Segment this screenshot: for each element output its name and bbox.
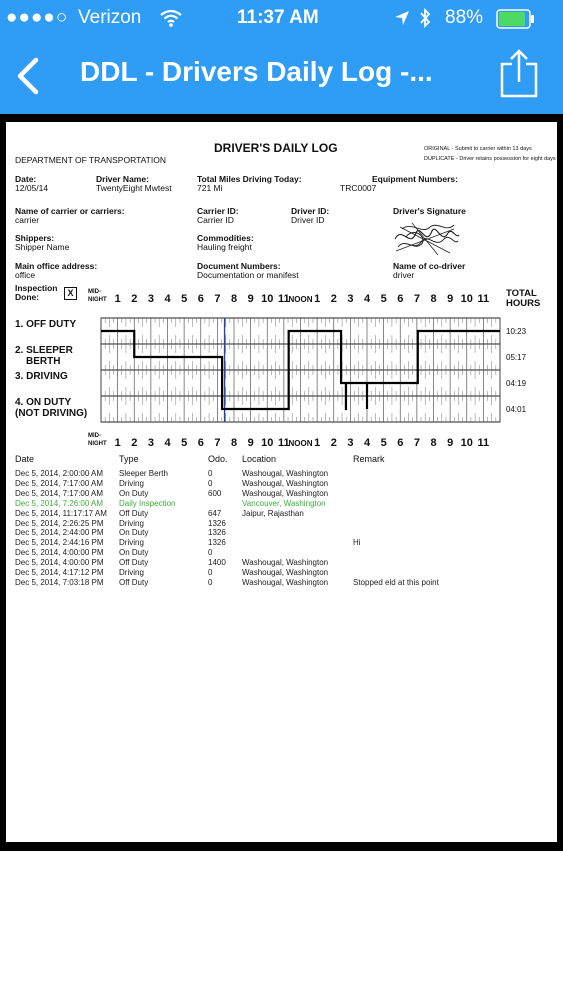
event-cell-type: Driving [119, 568, 144, 577]
carrier-id-label: Carrier ID: [197, 206, 239, 216]
commodities-value: Hauling freight [197, 242, 252, 252]
event-cell-date: Dec 5, 2014, 2:26:25 PM [15, 518, 104, 528]
driver-id-value: Driver ID [291, 215, 325, 225]
top-hour-label: 8 [230, 293, 238, 305]
event-cell-type: Off Duty [119, 577, 149, 587]
event-cell-type: Driving [119, 538, 144, 548]
event-cell-remark: Hi [353, 538, 361, 548]
top-hour-label: 1 [314, 293, 321, 305]
bottom-hour-label: 4 [164, 437, 171, 449]
event-cell-type: On Duty [119, 528, 149, 538]
event-cell-type: Sleeper Berth [119, 469, 168, 478]
events-header-odo: Odo. [208, 454, 228, 464]
event-cell-odo: 1326 [208, 538, 226, 548]
battery-icon [496, 9, 536, 29]
bottom-hour-label: 5 [380, 437, 387, 449]
top-hour-label: 10 [460, 293, 473, 305]
event-cell-odo: 1326 [208, 518, 226, 528]
bottom-hour-label: 8 [430, 437, 437, 449]
event-cell-location: Jaipur, Rajasthan [242, 508, 304, 518]
duty-status-graph [6, 122, 557, 452]
top-hour-label: 9 [247, 293, 254, 305]
event-cell-location: Vancouver, Washington [242, 498, 326, 508]
bottom-midnight-label: MID- [88, 433, 101, 439]
bottom-hour-label: 9 [247, 437, 254, 449]
top-hour-label: 6 [397, 293, 404, 305]
event-cell-date: Dec 5, 2014, 2:44:16 PM [15, 538, 104, 548]
event-cell-odo: 647 [208, 508, 222, 518]
top-hour-label: 4 [164, 293, 171, 305]
log-title: DRIVER'S DAILY LOG [214, 141, 338, 155]
graph-row-label: 3. DRIVING [15, 371, 68, 382]
carrier-id-value: Carrier ID [197, 215, 234, 225]
inspection-done-label: Done: [15, 292, 40, 302]
top-midnight-label-2: NIGHT [88, 297, 107, 303]
driver-name-value: TwentyEight Mwtest [96, 183, 172, 193]
office-value: office [15, 270, 36, 280]
events-header-remark: Remark [353, 454, 385, 464]
page-title: DDL - Drivers Daily Log -... [80, 56, 433, 87]
event-cell-odo: 0 [208, 577, 213, 587]
carrier-name: Verizon [78, 7, 142, 28]
top-hour-label: 1 [114, 293, 121, 305]
bottom-hour-label: 5 [181, 437, 188, 449]
event-cell-remark: Stopped eld at this point [353, 577, 439, 587]
bottom-hour-label: 10 [261, 437, 274, 449]
duplicate-note: DUPLICATE - Driver retains possession for eight days [424, 156, 556, 162]
top-hour-label: 11 [278, 293, 290, 305]
event-cell-date: Dec 5, 2014, 2:44:00 PM [15, 528, 104, 538]
events-header-date: Date [15, 454, 35, 464]
equipment-value: TRC0007 [340, 183, 377, 193]
event-cell-date: Dec 5, 2014, 7:26:00 AM [15, 498, 104, 508]
event-cell-location: Washougal, Washington [242, 488, 329, 498]
event-cell-date: Dec 5, 2014, 4:00:00 PM [15, 558, 104, 568]
event-cell-date: Dec 5, 2014, 11:17:17 AM [15, 508, 107, 518]
events-header-location: Location [242, 454, 277, 464]
shippers-label: Shippers: [15, 233, 55, 243]
bottom-hour-label: 11 [278, 437, 290, 449]
status-bar [0, 0, 563, 38]
document-frame [0, 114, 563, 851]
codriver-label: Name of co-driver [393, 261, 466, 271]
top-hour-label: 3 [347, 293, 354, 305]
miles-label: Total Miles Driving Today: [197, 174, 302, 184]
shippers-value: Shipper Name [15, 242, 70, 252]
top-hour-label: 7 [413, 293, 420, 305]
carrier-label: Name of carrier or carriers: [15, 206, 125, 216]
event-cell-type: Driving [119, 518, 144, 528]
signal-dots-icon: ●●●●○ [6, 7, 69, 28]
inspection-checkbox[interactable]: X [64, 287, 77, 300]
event-cell-date: Dec 5, 2014, 7:03:18 PM [15, 577, 104, 587]
bottom-hour-label: 11 [477, 437, 490, 449]
docs-label: Document Numbers: [197, 261, 281, 271]
top-hour-label: 3 [147, 293, 154, 305]
top-hour-label: 7 [214, 293, 221, 305]
event-cell-date: Dec 5, 2014, 4:17:12 PM [15, 568, 104, 577]
bottom-midnight-label-2: NIGHT [88, 441, 107, 447]
event-cell-odo: 0 [208, 478, 213, 488]
total-hours-label-2: HOURS [506, 298, 541, 309]
top-hour-label: 2 [330, 293, 337, 305]
top-hour-label: 2 [131, 293, 138, 305]
back-chevron-icon[interactable] [12, 56, 42, 96]
top-hour-label: 5 [380, 293, 387, 305]
top-hour-label: 10 [261, 293, 274, 305]
date-label: Date: [15, 174, 37, 184]
event-cell-odo: 0 [208, 548, 213, 558]
top-hour-label: 5 [181, 293, 188, 305]
bottom-hour-label: 6 [197, 437, 204, 449]
top-midnight-label: MID- [88, 289, 101, 295]
event-cell-type: Off Duty [119, 508, 149, 518]
graph-row-label: 2. SLEEPER [15, 345, 73, 356]
signature-label: Driver's Signature [393, 206, 466, 216]
department-label: DEPARTMENT OF TRANSPORTATION [15, 155, 166, 165]
docs-value: Documentation or manifest [197, 270, 299, 280]
top-noon-label: NOON [288, 295, 313, 304]
total-hours-label: TOTAL [506, 288, 537, 299]
codriver-value: driver [393, 270, 415, 280]
bottom-hour-label: 2 [330, 437, 337, 449]
share-icon[interactable] [499, 48, 539, 100]
event-cell-odo: 0 [208, 568, 213, 577]
carrier-value: carrier [15, 215, 40, 225]
event-cell-odo: 0 [208, 469, 213, 478]
navigation-bar [0, 38, 563, 114]
original-note: ORIGINAL - Submit to carrier within 13 days [424, 146, 532, 152]
bottom-hour-label: 7 [214, 437, 221, 449]
event-cell-type: Daily Inspection [119, 498, 176, 508]
battery-percent: 88% [445, 7, 484, 28]
event-cell-location: Washougal, Washington [242, 478, 329, 488]
graph-row-label: 4. ON DUTY [15, 397, 72, 408]
event-cell-location: Washougal, Washington [242, 558, 329, 568]
graph-row-label-2: BERTH [26, 356, 61, 367]
events-header-type: Type [119, 454, 139, 464]
commodities-label: Commodities: [197, 233, 254, 243]
office-label: Main office address: [15, 261, 98, 271]
event-cell-odo: 600 [208, 488, 222, 498]
miles-value: 721 Mi [197, 183, 223, 193]
top-hour-label: 4 [363, 293, 371, 305]
event-cell-odo: 1400 [208, 558, 226, 568]
date-value: 12/05/14 [15, 183, 49, 193]
event-cell-type: On Duty [119, 488, 149, 498]
bottom-hour-label: 1 [114, 437, 121, 449]
inspection-label: Inspection [15, 283, 58, 293]
bottom-hour-label: 6 [397, 437, 404, 449]
top-hour-label: 6 [197, 293, 204, 305]
top-hour-label: 9 [447, 293, 454, 305]
bottom-hour-label: 10 [460, 437, 473, 449]
event-cell-date: Dec 5, 2014, 4:00:00 PM [15, 548, 104, 558]
location-arrow-icon [394, 10, 410, 26]
daily-log-sheet[interactable] [6, 122, 557, 842]
top-hour-label: 8 [430, 293, 437, 305]
clock-time: 11:37 AM [237, 7, 319, 28]
event-cell-type: On Duty [119, 548, 149, 558]
driver-name-label: Driver Name: [96, 174, 149, 184]
event-cell-type: Off Duty [119, 558, 149, 568]
graph-row-total: 04:19 [506, 379, 527, 388]
event-cell-type: Driving [119, 478, 144, 488]
bottom-hour-label: 2 [131, 437, 138, 449]
event-cell-location: Washougal, Washington [242, 469, 329, 478]
graph-row-total: 05:17 [506, 353, 527, 362]
graph-row-total: 04:01 [506, 405, 527, 414]
bottom-hour-label: 4 [363, 437, 371, 449]
driver-id-label: Driver ID: [291, 206, 330, 216]
top-hour-label: 11 [477, 293, 490, 305]
event-cell-date: Dec 5, 2014, 7:17:00 AM [15, 488, 104, 498]
event-cell-odo: 1326 [208, 528, 226, 538]
event-cell-location: Washougal, Washington [242, 577, 329, 587]
bottom-noon-label: NOON [288, 439, 313, 448]
bottom-hour-label: 3 [147, 437, 154, 449]
event-cell-date: Dec 5, 2014, 7:17:00 AM [15, 478, 104, 488]
graph-row-label-2: (NOT DRIVING) [15, 408, 88, 419]
bottom-hour-label: 8 [230, 437, 238, 449]
equipment-label: Equipment Numbers: [372, 174, 458, 184]
graph-row-label: 1. OFF DUTY [15, 319, 77, 330]
graph-row-total: 10:23 [506, 327, 527, 336]
bottom-hour-label: 1 [314, 437, 321, 449]
bottom-hour-label: 3 [347, 437, 354, 449]
event-cell-date: Dec 5, 2014, 2:00:00 AM [15, 469, 104, 478]
wifi-icon [160, 9, 182, 27]
bluetooth-icon [419, 7, 431, 29]
bottom-hour-label: 7 [413, 437, 420, 449]
bottom-hour-label: 9 [447, 437, 454, 449]
event-cell-location: Washougal, Washington [242, 568, 329, 577]
